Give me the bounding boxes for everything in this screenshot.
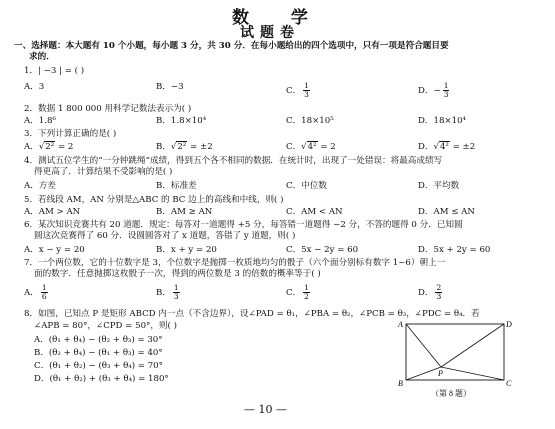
label-b: B xyxy=(398,379,403,388)
q6-option-a: A．x − y = 20 xyxy=(24,245,85,255)
q7-option-d-numerator: 2 xyxy=(436,283,442,292)
q4-stem-line2: 得更高了．计算结果不受影响的是( ) xyxy=(34,167,173,177)
q1-option-c-prefix: C． xyxy=(286,86,302,96)
q8-option-a: A．(θ₁ + θ₄) − (θ₂ + θ₃) = 30° xyxy=(34,335,163,345)
rectangle-abcd xyxy=(406,324,504,380)
segment-pa xyxy=(406,324,441,367)
q7-option-d-prefix: D． xyxy=(418,288,434,298)
q7-option-b-denominator: 3 xyxy=(173,292,179,301)
page-subtitle: 试题卷 xyxy=(240,25,300,41)
q2-option-c: C．18×10⁵ xyxy=(286,116,334,126)
q4-option-a: A．方差 xyxy=(24,181,56,191)
q7-option-a-numerator: 1 xyxy=(41,283,47,292)
q4-option-c: C．中位数 xyxy=(286,181,327,191)
q7-option-b-numerator: 1 xyxy=(173,283,179,292)
q7-option-b-fraction xyxy=(173,284,180,301)
q2-option-d: D．18×10⁴ xyxy=(418,116,466,126)
q7-option-d-fraction xyxy=(435,284,442,301)
q3-option-c-radicand: 4² xyxy=(307,142,317,152)
q6-options xyxy=(24,245,490,256)
q3-option-d-radicand: 4² xyxy=(439,142,449,152)
q7-option-c-fraction xyxy=(303,284,310,301)
q3-option-d-prefix: D． xyxy=(418,142,434,152)
q7-option-c-prefix: C． xyxy=(286,288,302,298)
q7-option-c-numerator: 1 xyxy=(304,283,309,292)
q1-option-d xyxy=(418,82,451,99)
q3-option-a-prefix: A． xyxy=(24,142,39,152)
q5-options xyxy=(24,207,475,218)
q7-options xyxy=(24,284,444,301)
page-title: 数 学 xyxy=(232,8,326,28)
segment-pb xyxy=(406,367,441,380)
q4-option-b: B．标准差 xyxy=(156,181,197,191)
q5-stem: 5．若线段 AM，AN 分别是△ABC 的 BC 边上的高线和中线，则( ) xyxy=(24,195,284,205)
q1-option-c-fraction xyxy=(303,82,310,99)
q8-stem-line2: ∠APB = 80°，∠CPD = 50°，则( ) xyxy=(34,321,177,331)
q7-option-c-denominator: 2 xyxy=(304,292,309,301)
q6-option-d: D．5x + 2y = 60 xyxy=(418,245,491,255)
q3-option-d-suffix: = ±2 xyxy=(449,142,476,152)
q1-option-d-denominator: 3 xyxy=(443,90,449,99)
q3-option-a-radicand: 2² xyxy=(45,142,55,152)
q5-option-a: A．AM > AN xyxy=(24,207,81,217)
q7-option-a-fraction xyxy=(41,284,48,301)
q5-option-b: B．AM ≥ AN xyxy=(156,207,213,217)
segment-pc xyxy=(441,367,504,380)
q3-option-d: D．√4² = ±2 xyxy=(418,142,476,152)
q3-option-b-prefix: B． xyxy=(156,142,171,152)
q1-option-c-denominator: 3 xyxy=(304,90,309,99)
q3-option-a-suffix: = 2 xyxy=(55,142,74,152)
q3-option-a: A．√2² = 2 xyxy=(24,142,74,152)
q7-option-c xyxy=(286,284,418,301)
q8-option-d: D．(θ₁ + θ₂) + (θ₃ + θ₄) = 180° xyxy=(34,374,169,384)
q1-option-d-fraction xyxy=(443,82,450,99)
q2-stem: 2．数据 1 800 000 用科学记数法表示为( ) xyxy=(24,104,192,114)
q1-stem: 1．| −3 | = ( ) xyxy=(24,66,85,76)
q1-options xyxy=(24,82,451,99)
q7-option-a-prefix: A． xyxy=(24,288,39,298)
label-c: C xyxy=(506,379,512,388)
label-p: P xyxy=(438,369,443,378)
q4-options xyxy=(24,181,459,192)
q7-option-b-prefix: B． xyxy=(156,288,171,298)
q1-option-c xyxy=(286,82,418,99)
q1-option-b: B．−3 xyxy=(156,82,184,92)
q4-stem-line1: 4．测试五位学生的“一分钟跳绳”成绩，得到五个各不相同的数据．在统计时，出现了一处错误：将最高成绩写 xyxy=(24,156,443,166)
q7-option-a-denominator: 6 xyxy=(41,292,47,301)
q7-option-a xyxy=(24,284,156,301)
segment-pd xyxy=(441,324,504,367)
figure-caption: （第 8 题） xyxy=(431,389,471,398)
q7-stem-line2: 面的数字．任意抛掷这枚骰子一次，得到的两位数是 3 的倍数的概率等于( ) xyxy=(34,269,321,279)
q7-option-b xyxy=(156,284,286,301)
label-a: A xyxy=(398,320,403,329)
q3-option-b-suffix: = ±2 xyxy=(187,142,213,152)
q5-option-c: C．AM < AN xyxy=(286,207,343,217)
q6-stem-line2: 圆这次竞赛得了 60 分．设圆圆答对了 x 道题，答错了 y 道题，则( ) xyxy=(34,231,296,241)
q7-option-d-denominator: 3 xyxy=(436,292,442,301)
q8-option-c: C．(θ₁ + θ₂) − (θ₃ + θ₄) = 70° xyxy=(34,361,163,371)
q8-stem-line1: 8．如图，已知点 P 是矩形 ABCD 内一点（不含边界），设∠PAD = θ₁，∠PBA = θ₂，∠PCB = θ₃，∠PDC = θ₄．若 xyxy=(24,309,480,319)
q3-option-c: C．√4² = 2 xyxy=(286,142,336,152)
q3-option-b: B．√2² = ±2 xyxy=(156,142,213,152)
q3-options xyxy=(24,142,475,153)
q8-rectangle-figure xyxy=(395,318,515,400)
q6-stem-line1: 6．某次知识竞赛共有 20 道题．规定：每答对一道题得 +5 分，每答错一道题得 −2 分，不答的题得 0 分．已知圆 xyxy=(24,220,463,230)
q8-option-b: B．(θ₂ + θ₄) − (θ₁ + θ₃) = 40° xyxy=(34,348,163,358)
q5-option-d: D．AM ≤ AN xyxy=(418,207,475,217)
q7-stem-line1: 7．一个两位数，它的十位数字是 3，个位数字是抛掷一枚质地均匀的骰子（六个面分别标有数字 1~6）朝上一 xyxy=(24,258,446,268)
q2-option-b: B．1.8×10⁴ xyxy=(156,116,207,126)
q6-option-b: B．x + y = 20 xyxy=(156,245,217,255)
page-number: — 10 — xyxy=(244,403,287,416)
q1-option-d-numerator: 1 xyxy=(443,81,449,90)
q2-option-a: A．1.8⁶ xyxy=(24,116,56,126)
section-heading: 一、选择题：本大题有 10 个小题，每小题 3 分，共 30 分．在每小题给出的四个选项中，只有一项是符合题目要 xyxy=(14,41,449,51)
q3-stem: 3．下列计算正确的是( ) xyxy=(24,129,117,139)
q3-option-c-suffix: = 2 xyxy=(317,142,336,152)
q3-option-b-radicand: 2² xyxy=(177,142,187,152)
q7-option-d xyxy=(418,284,444,301)
q6-option-c: C．5x − 2y = 60 xyxy=(286,245,359,255)
label-d: D xyxy=(506,320,512,329)
q2-options xyxy=(24,116,466,127)
q4-option-d: D．平均数 xyxy=(418,181,460,191)
q1-option-c-numerator: 1 xyxy=(304,81,309,90)
q1-option-a: A．3 xyxy=(24,82,45,92)
section-heading-cont: 求的． xyxy=(29,52,55,62)
q3-option-c-prefix: C． xyxy=(286,142,302,152)
q1-option-d-prefix: D．− xyxy=(418,86,441,96)
